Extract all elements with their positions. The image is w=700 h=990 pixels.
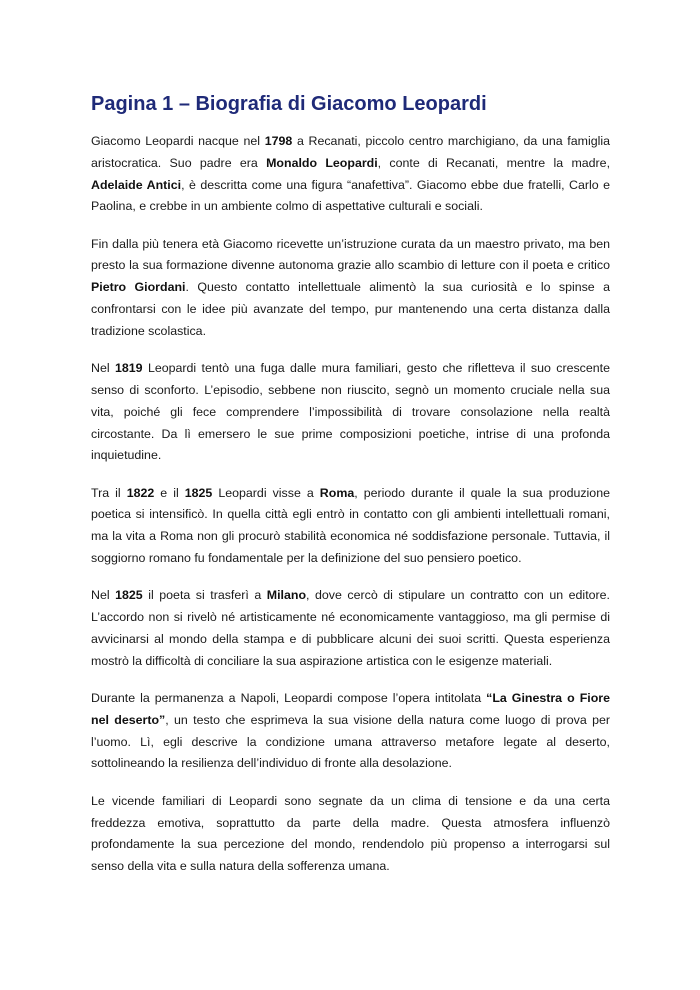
text-run: Le vicende familiari di Leopardi sono segnate da un clima di tensione e da una certa freddezza emotiva, soprattutto da parte della madre. Questa atmosfera influenzò profondamente la sua percezione del mondo, rendendolo più propenso a interrogarsi sul senso della vita e sulla natura della sofferenza umana. <box>91 793 610 874</box>
text-run: , è descritta come una figura “anafettiva”. Giacomo ebbe due fratelli, Carlo e Paolina, e crebbe in un ambiente colmo di aspettative culturali e sociali. <box>91 177 611 214</box>
bold-text-run: 1825 <box>184 485 213 500</box>
bold-text-run: Adelaide Antici <box>91 177 182 192</box>
text-run: , conte di Recanati, mentre la madre, <box>377 155 611 170</box>
text-run: Nel <box>91 361 115 376</box>
text-run: . Questo contatto intellettuale alimentò la sua curiosità e lo spinse a confrontarsi con le idee più avanzate del tempo, pur mantenendo una certa distanza dalla tradizione scolastica. <box>91 280 610 338</box>
text-run: , dove cercò di stipulare un contratto con un editore. L’accordo non si rivelò né artisticamente né economicamente vantaggioso, ma gli permise di avvicinarsi al mondo della stampa e di pubblicare alcuni dei suoi scritti. Questa esperienza mostrò la difficoltà di conciliare la sua aspirazione artistica con le esigenze materiali. <box>91 588 610 668</box>
bold-text-run: 1825 <box>115 588 143 603</box>
page-title: Pagina 1 – Biografia di Giacomo Leopardi <box>91 93 487 115</box>
paragraph-list <box>91 131 610 878</box>
bold-text-run: Monaldo Leopardi <box>266 155 378 170</box>
paragraph <box>91 358 610 467</box>
text-run: Nel <box>91 588 116 603</box>
paragraph <box>91 585 610 672</box>
paragraph <box>91 791 610 878</box>
text-run: Fin dalla più tenera età Giacomo ricevette un’istruzione curata da un maestro privato, ma ben presto la sua formazione divenne autonoma grazie allo scambio di letture con il poeta e critico <box>91 236 610 273</box>
text-run: e il <box>154 485 185 500</box>
paragraph <box>91 131 610 218</box>
paragraph <box>91 483 610 570</box>
text-run: Tra il <box>91 485 127 500</box>
bold-text-run: 1822 <box>126 485 155 500</box>
text-run: Leopardi visse a <box>212 485 320 500</box>
text-run: il poeta si trasferì a <box>142 588 267 603</box>
bold-text-run: 1798 <box>264 134 293 148</box>
document-body <box>91 91 610 893</box>
paragraph <box>91 234 610 343</box>
text-run: , periodo durante il quale la sua produzione poetica si intensificò. In quella città egli entrò in contatto con gli ambienti intellettuali romani, ma la vita a Roma non gli procurò stabilità economica né soddisfazione personale. Tuttavia, il soggiorno romano fu fondamentale per la definizione del suo pensiero poetico. <box>91 485 610 566</box>
text-run: a Recanati, piccolo centro marchigiano, da una famiglia aristocratica. Suo padre era <box>91 134 611 170</box>
bold-text-run: Pietro Giordani <box>91 280 186 295</box>
text-run: Giacomo Leopardi nacque nel <box>91 134 265 148</box>
text-run: Durante la permanenza a Napoli, Leopardi compose l’opera intitolata <box>91 691 487 706</box>
text-run: Leopardi tentò una fuga dalle mura familiari, gesto che rifletteva il suo crescente senso di sconforto. L’episodio, sebbene non riuscito, segnò un momento cruciale nella sua vita, poiché gli fece comprendere l’impossibilità di trovare consolazione nella realtà circostante. Da lì emersero le sue prime composizioni poetiche, intrise di una profonda inquietudine. <box>91 361 610 463</box>
bold-text-run: Roma <box>319 485 355 500</box>
paragraph <box>91 688 610 775</box>
bold-text-run: “La Ginestra o Fiore nel deserto” <box>91 691 610 727</box>
bold-text-run: 1819 <box>114 361 143 376</box>
text-run: , un testo che esprimeva la sua visione della natura come luogo di prova per l’uomo. Lì, egli descrive la condizione umana attraverso metafore legate al deserto, sottolineando la resilienza dell’individuo di fronte alla desolazione. <box>91 712 610 771</box>
bold-text-run: Milano <box>266 588 307 603</box>
